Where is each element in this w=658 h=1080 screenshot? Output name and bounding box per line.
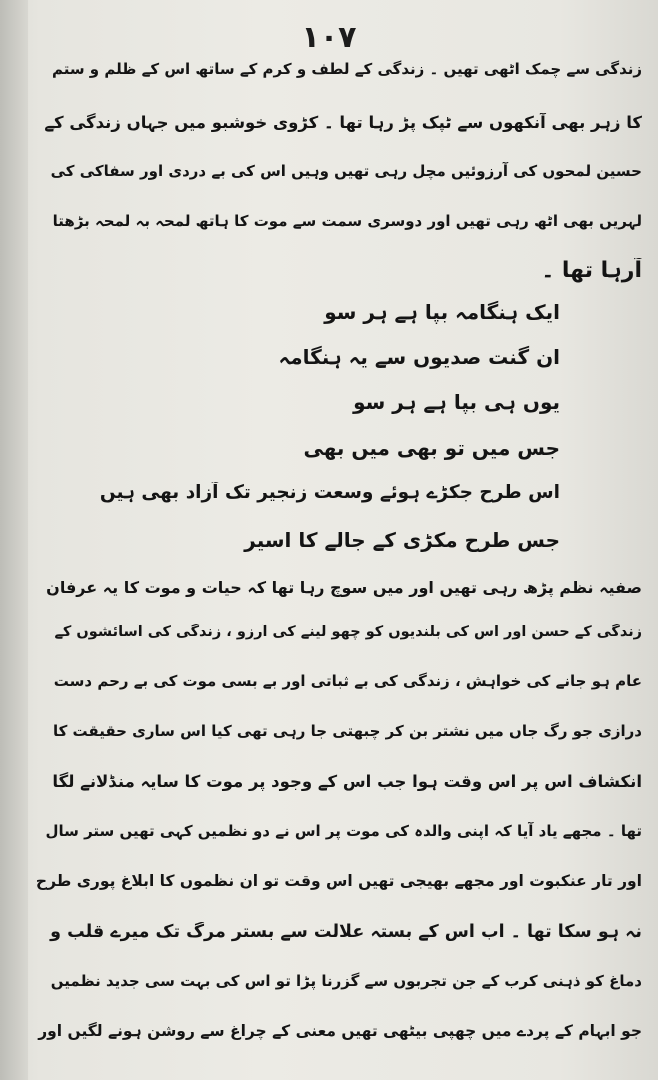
- prose-line: نہ ہو سکا تھا ۔ اب اس کے بستہ علالت سے بستر مرگ تک میرے قلب و: [50, 922, 642, 942]
- page-gutter-shadow: [0, 0, 28, 1080]
- prose-line: انکشاف اس پر اس وقت ہوا جب اس کے وجود پر موت کا سایہ منڈلانے لگا: [52, 772, 642, 791]
- prose-line: کا زہر بھی آنکھوں سے ٹپک پڑ رہا تھا ۔ کڑوی خوشبو میں جہاں زندگی کے: [44, 113, 642, 132]
- prose-line: حسین لمحوں کی آرزوئیں مچل رہی تھیں وہیں اس کی بے دردی اور سفاکی کی: [50, 162, 642, 180]
- verse-line: اس طرح جکڑے ہوئے وسعت زنجیر تک آزاد بھی ہیں: [100, 482, 560, 503]
- prose-line: درازی جو رگ جاں میں نشتر بن کر چبھتی جا رہی تھی کیا اس ساری حقیقت کا: [52, 722, 642, 740]
- prose-line: اور تار عنکبوت اور مجھے بھیجی تھیں اس وقت تو ان نظموں کا ابلاغ پوری طرح: [36, 872, 642, 890]
- prose-line: زندگی سے چمک اٹھی تھیں ۔ زندگی کے لطف و کرم کے ساتھ اس کے ظلم و ستم: [51, 60, 642, 78]
- page-number: ١٠٧: [301, 20, 357, 55]
- verse-line: ان گنت صدیوں سے یہ ہنگامہ: [278, 345, 560, 369]
- prose-line: عام ہو جانے کی خواہش ، زندگی کی بے ثباتی اور بے بسی موت کی بے رحم دست: [53, 672, 642, 690]
- verse-line: ایک ہنگامہ بپا ہے ہر سو: [324, 300, 560, 324]
- verse-line: جس طرح مکڑی کے جالے کا اسیر: [244, 528, 560, 552]
- prose-line: دماغ کو ذہنی کرب کے جن تجربوں سے گزرنا پڑا تو اس کی بہت سی جدید نظمیں: [50, 972, 642, 990]
- prose-line: لہریں بھی اٹھ رہی تھیں اور دوسری سمت سے موت کا ہاتھ لمحہ بہ لمحہ بڑھتا: [52, 212, 642, 230]
- verse-line: جس میں تو بھی میں بھی: [303, 436, 560, 460]
- prose-line: صفیہ نظم پڑھ رہی تھیں اور میں سوچ رہا تھا کہ حیات و موت کا یہ عرفان: [46, 578, 642, 597]
- prose-line: آرہا تھا ۔: [541, 258, 642, 283]
- prose-line: زندگی کے حسن اور اس کی بلندیوں کو چھو لینے کی آرزو ، زندگی کی آسائشوں کے: [54, 624, 642, 640]
- prose-line: تھا ۔ مجھے یاد آیا کہ اپنی والدہ کی موت پر اس نے دو نظمیں کہی تھیں ستر سال: [45, 822, 642, 840]
- verse-line: یوں ہی بپا ہے ہر سو: [353, 390, 560, 414]
- prose-line: جو ابہام کے پردے میں چھپی بیٹھی تھیں معنی کے چراغ سے روشن ہونے لگیں اور: [38, 1022, 642, 1040]
